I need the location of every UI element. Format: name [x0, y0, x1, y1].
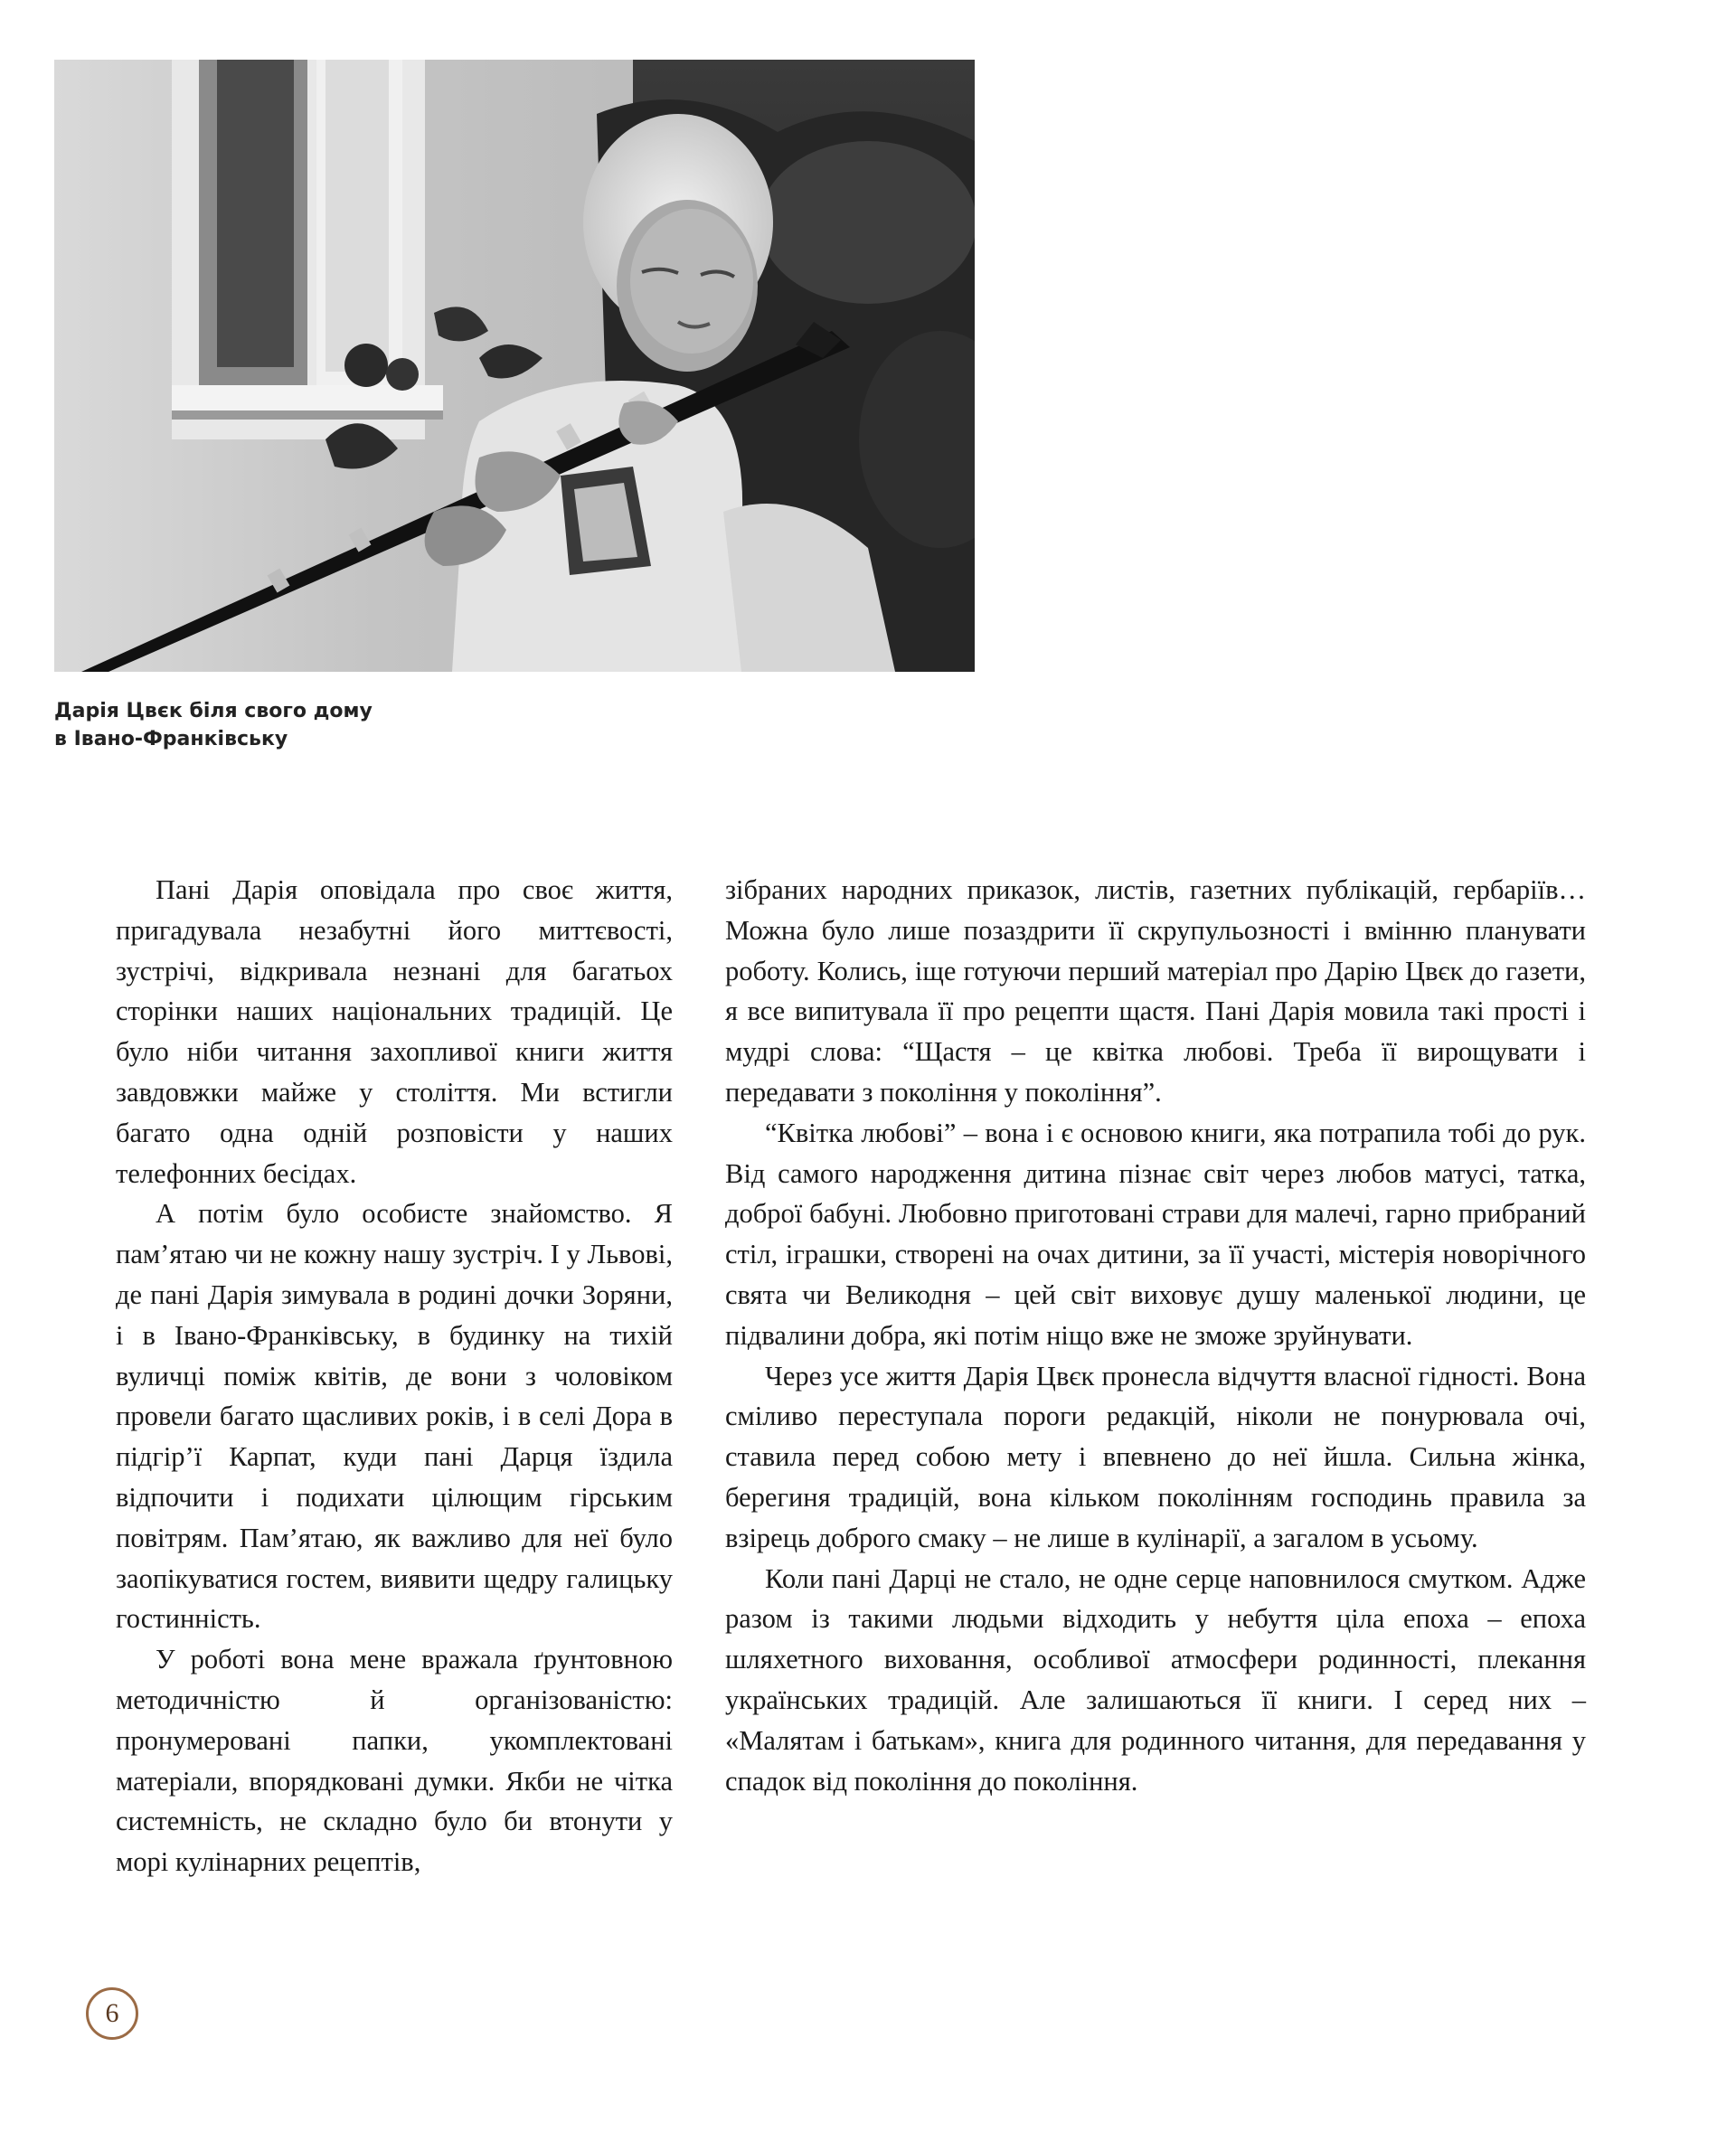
photo-darija-tsvek-playing-flute	[54, 60, 975, 672]
photo-caption	[54, 697, 687, 753]
page-number: 6	[86, 1987, 138, 2040]
paragraph: Через усе життя Дарія Цвєк пронесла відчуття власної гідності. Вона сміливо переступала пороги редакцій, ніколи не понурювала очі, ставила перед собою мету і впевнено до неї йшла. Сильна жінка, берегиня традицій, вона кільком поколінням господинь правила за взірець доброго смаку – не лише в кулінарії, а загалом в усьому.	[725, 1360, 1586, 1553]
caption-line-2: в Івано-Франківську	[54, 728, 288, 750]
paragraph: Пані Дарія оповідала про своє життя, пригадувала незабутні його миттєвості, зустрічі, відкривала незнані для багатьох сторінки наших національних традицій. Це було ніби читання захопливої книги життя завдовжки майже у століття. Ми встигли багато одна одній розповісти у наших телефонних бесідах.	[116, 874, 673, 1189]
paragraph: А потім було особисте знайомство. Я пам’ятаю чи не кожну нашу зустріч. І у Львові, де пані Дарія зимувала в родині дочки Зоряни, і в Івано-Франківську, в будинку на тихій вуличці поміж квітів, де вони з чоловіком провели багато щасливих років, і в селі Дора в підгір’ї Карпат, куди пані Дарця їздила відпочити і подихати цілющим гірським повітрям. Пам’ятаю, як важливо для неї було заопікуватися гостем, виявити щедру галицьку гостинність.	[116, 1198, 673, 1635]
left-text-column	[116, 870, 673, 1882]
paragraph: У роботі вона мене вражала ґрунтовною методичністю й організованістю: пронумеровані папки, укомплектовані матеріали, впорядковані думки. Якби не чітка системність, не складно було би втонути у морі кулінарних рецептів,	[116, 1644, 673, 1878]
photo-illustration	[54, 60, 975, 672]
right-text-column	[725, 870, 1586, 1801]
paragraph: зібраних народних приказок, листів, газетних публікацій, гербаріїв… Можна було лише позаздрити її скрупульозності і вмінню планувати роботу. Колись, іще готуючи перший матеріал про Дарію Цвєк до газети, я все випитувала її про рецепти щастя. Пані Дарія мовила такі прості і мудрі слова: “Щастя – це квітка любові. Треба її вирощувати і передавати з покоління у покоління”.	[725, 874, 1586, 1108]
paragraph: Коли пані Дарці не стало, не одне серце наповнилося смутком. Адже разом із такими людьми відходить у небуття ціла епоха – епоха шляхетного виховання, особливої атмосфери родинності, плекання українських традицій. Але залишаються її книги. І серед них – «Малятам і батькам», книга для родинного читання, для передавання у спадок від покоління до покоління.	[725, 1562, 1586, 1797]
paragraph: “Квітка любові” – вона і є основою книги, яка потрапила тобі до рук. Від самого народження дитина пізнає світ через любов матусі, татка, доброї бабуні. Любовно приготовані страви для малечі, гарно прибраний стіл, іграшки, створені на очах дитини, за її участі, містерія новорічного свята чи Великодня – цей світ виховує душу маленької людини, це підвалини добра, які потім ніщо вже не зможе зруйнувати.	[725, 1117, 1586, 1351]
caption-line-1: Дарія Цвєк біля свого дому	[54, 700, 373, 722]
